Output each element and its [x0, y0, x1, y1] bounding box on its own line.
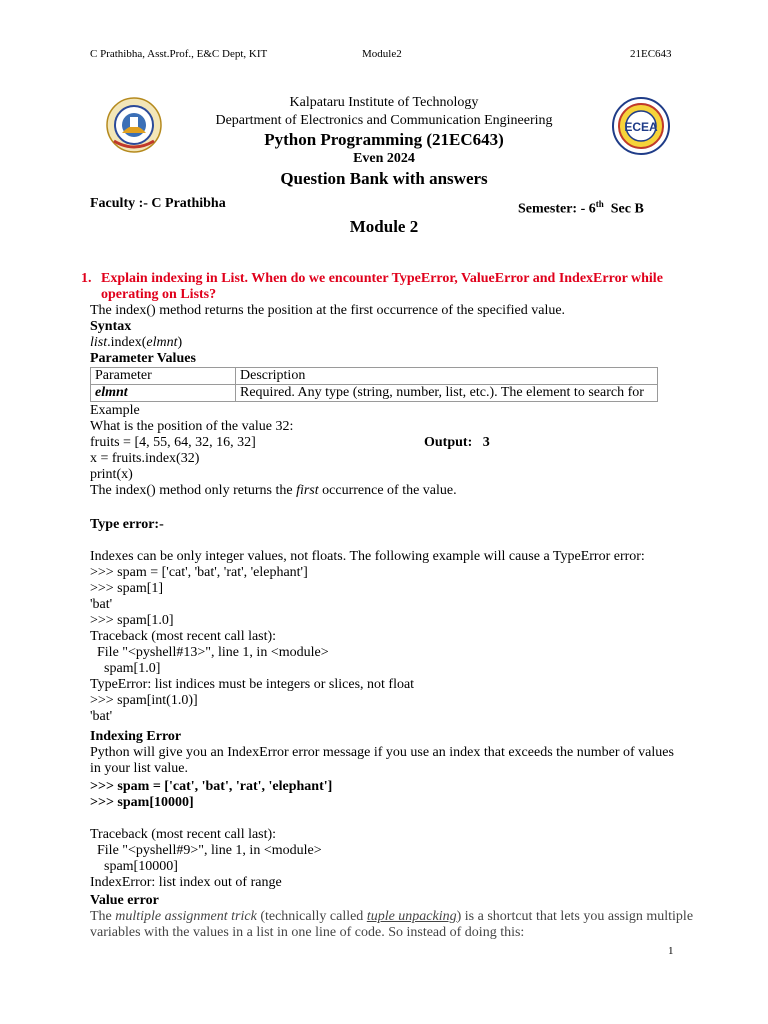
text-line: File "<pyshell#9>", line 1, in <module> — [90, 843, 322, 858]
parameter-values-heading: Parameter Values — [90, 351, 196, 366]
text-line: >>> spam[int(1.0)] — [90, 693, 198, 708]
parameter-table — [90, 367, 658, 402]
index-intro: The index() method returns the position at the first occurrence of the specified value. — [90, 303, 566, 318]
text-line: Traceback (most recent call last): — [90, 629, 277, 644]
code-line: >>> spam = ['cat', 'bat', 'rat', 'elephant'] — [90, 779, 333, 794]
document-title: Question Bank with answers — [280, 169, 488, 188]
text-line: File "<pyshell#13>", line 1, in <module> — [90, 645, 329, 660]
text-line: >>> spam[1] — [90, 581, 164, 596]
text-line: 'bat' — [90, 709, 113, 724]
text-line: spam[1.0] — [90, 661, 161, 676]
table-header-cell: Parameter — [91, 368, 236, 385]
table-cell: elmnt — [91, 385, 236, 402]
text-line: Traceback (most recent call last): — [90, 827, 277, 842]
svg-text:ECEA: ECEA — [624, 120, 658, 134]
question-line-2: operating on Lists? — [101, 287, 217, 302]
question-number: 1. — [81, 271, 92, 286]
page-number: 1 — [668, 945, 674, 957]
code-line: >>> spam[10000] — [90, 795, 194, 810]
syntax-line: list.index(elmnt) — [90, 335, 183, 350]
module-heading: Module 2 — [349, 217, 419, 236]
type-error-heading: Type error:- — [90, 517, 164, 532]
index-error-line-1: Python will give you an IndexError error message if you use an index that exceeds the number of values — [90, 745, 674, 760]
table-cell: Required. Any type (string, number, list, etc.). The element to search for — [236, 385, 658, 402]
index-error-line-2: in your list value. — [90, 761, 188, 776]
text-line: Indexes can be only integer values, not floats. The following example will cause a TypeError error: — [90, 549, 645, 564]
example-output: Output: 3 — [424, 435, 490, 450]
example-heading: Example — [90, 403, 140, 418]
header-module: Module2 — [362, 48, 402, 60]
table-header-cell: Description — [236, 368, 658, 385]
value-error-para-1: The multiple assignment trick (technically called tuple unpacking) is a shortcut that lets you assign multiple — [90, 909, 694, 924]
header-course-code: 21EC643 — [630, 48, 672, 60]
text-line: 'bat' — [90, 597, 113, 612]
question-line-1: Explain indexing in List. When do we encounter TypeError, ValueError and IndexError while — [101, 271, 663, 286]
value-error-heading: Value error — [90, 893, 159, 908]
code-line: print(x) — [90, 467, 133, 482]
department-name: Department of Electronics and Communication Engineering — [215, 113, 553, 128]
table-row — [91, 385, 658, 402]
type-error-content — [90, 533, 645, 741]
semester-info: Semester: - 6th Sec B — [518, 199, 644, 217]
value-error-para-2: variables with the values in a list in one line of code. So instead of doing this: — [90, 925, 525, 940]
course-title: Python Programming (21EC643) — [264, 130, 504, 149]
table-header-row — [91, 368, 658, 385]
text-line: TypeError: list indices must be integers or slices, not float — [90, 677, 415, 692]
code-line: x = fruits.index(32) — [90, 451, 200, 466]
term: Even 2024 — [353, 151, 415, 166]
index-error-heading: Indexing Error — [90, 729, 182, 744]
text-line: >>> spam = ['cat', 'bat', 'rat', 'elephant'] — [90, 565, 308, 580]
code-line: fruits = [4, 55, 64, 32, 16, 32] — [90, 435, 256, 450]
syntax-heading: Syntax — [90, 319, 132, 334]
text-line: >>> spam[1.0] — [90, 613, 174, 628]
faculty-name: Faculty :- C Prathibha — [90, 196, 226, 211]
tuple-unpacking-link[interactable]: tuple unpacking — [366, 909, 457, 924]
example-question: What is the position of the value 32: — [90, 419, 294, 434]
index-note: The index() method only returns the first occurrence of the value. — [90, 483, 457, 498]
institute-name: Kalpataru Institute of Technology — [289, 95, 479, 110]
text-line: spam[10000] — [90, 859, 178, 874]
text-line: IndexError: list index out of range — [90, 875, 282, 890]
header-author: C Prathibha, Asst.Prof., E&C Dept, KIT — [90, 48, 268, 60]
